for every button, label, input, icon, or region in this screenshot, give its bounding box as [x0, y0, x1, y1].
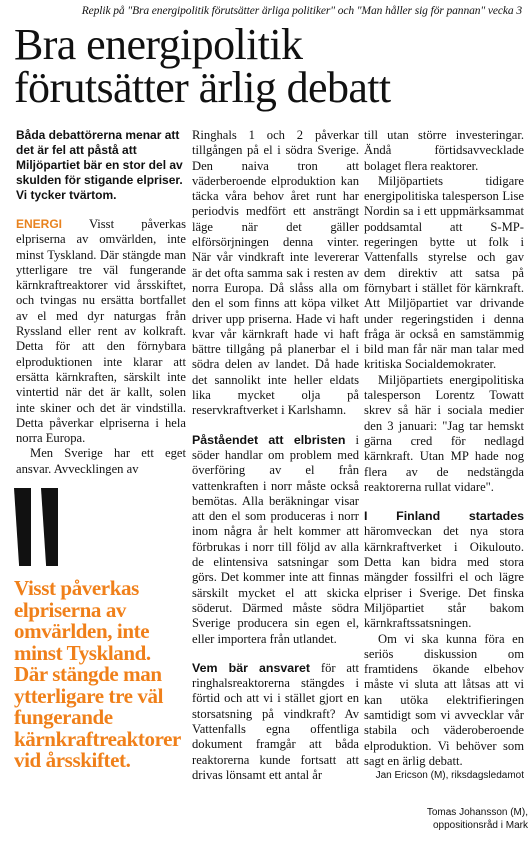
- body-text: för att ringhalsreaktorerna stängdes i förtid och att vi i stället gjort en storsatsning på vindkraft? Av Vattenfalls egna offentliga dokument framgår att båda reaktorerna kunde fortsatt att drivas lönsamt ett antal år: [192, 660, 359, 782]
- article-column-1: [16, 128, 186, 477]
- quote-marks-icon: [14, 488, 186, 578]
- article-column-3: [364, 128, 524, 783]
- column-3-paragraph-4: [364, 509, 524, 631]
- article-headline: [14, 20, 524, 112]
- subheading: Vem bär ansvaret: [192, 660, 311, 675]
- column-3-paragraph-5: Om vi ska kunna föra en seriös diskussion om framtidens ökande elbehov måste vi sluta att låtsas att vi kan utöka elektrifieringen samtidigt som vi avvecklar vår stabila och väderoberoende elproduktion. Vi behöver som sagt en ärlig debatt.: [364, 631, 524, 768]
- article-kicker: Replik på "Bra energipolitik förutsätter ärliga politiker" och "Man håller sig för pannan" vecka 3: [81, 5, 522, 17]
- column-2-paragraph-3: [192, 661, 359, 783]
- column-1-paragraph-2: Men Sverige har ett eget ansvar. Avvecklingen av: [16, 446, 186, 476]
- section-tag: ENERGI: [16, 217, 63, 231]
- subheading: I Finland startades: [364, 509, 524, 524]
- column-1-paragraph-1: [16, 217, 186, 446]
- article-column-2: [192, 128, 359, 783]
- signature-2-title: oppositionsråd i Mark: [432, 820, 528, 831]
- signature-2: [364, 806, 528, 832]
- headline-line-2: förutsätter ärlig debatt: [14, 63, 391, 112]
- column-3-paragraph-2: Miljöpartiets tidigare energipolitiska talesperson Lise Nordin sa i ett uppmärksammat poddsamtal att S-MP-regeringen bytte ut folk i Vattenfalls styrelse och gav dem direktiv att satsa på förnybart i stället för kärnkraft. Att Miljöpartiet var drivande under regeringstiden i denna fråga är också en samstämmig bild man får när man talar med kritiska Socialdemokrater.: [364, 173, 524, 372]
- subheading: Påståendet att elbristen: [192, 432, 346, 447]
- column-3-paragraph-3: Miljöpartiets energipolitiska talesperson Lorentz Towatt skrev så här i sociala medier den 3 januari: "Jag tar hemskt gärna cred för nedlagd kärnkraft. Utan MP hade nog flera av de nedstängda reaktorerna rullat vidare".: [364, 372, 524, 494]
- body-text: häromveckan det nya stora kärnkraftverket i Oikulouto. Detta kan bidra med stora mängder fossilfri el och lägre elpriser i Sverige. Det finska Miljöpartiet står bakom kärnkraftssatsningen.: [364, 524, 524, 631]
- column-2-paragraph-1: Ringhals 1 och 2 påverkar tillgången på el i södra Sverige. Den naiva tron att väderberoende elproduktion kan täcka våra behov året runt har periodvis medfört ett ansträngt läge när det gäller elförsörjningen denna vinter. När vår vindkraft inte levererar är det ofta samma sak i resten av norra Europa. Då slåss alla om den el som finns att köpa vilket driver upp priserna. Hade vi haft kvar vår kärnkraft hade vi haft bättre tillgång på planerbar el i södra delen av landet. Då hade det sannolikt inte heller eldats lika mycket olja på reservkraftverket i Karlshamn.: [192, 128, 359, 418]
- body-text: Visst påverkas elpriserna av omvärlden, inte minst Tyskland. Där stängde man ytterligare tre väl fungerande kärnkraftreaktorer vid årsskiftet, och tvingas nu ersätta bortfallet av el med dyr naturgas från Ryssland eller rent av kolkraft. Detta för att den förnybara elproduktionen inte klarar att ersätta kärnkraften, särskilt inte vintertid när det är kallt, solen inte skiner och det är vindstilla. Detta påverkar elpriserna i hela norra Europa.: [16, 217, 186, 446]
- article-ingress: Båda debattörerna menar att det är fel att påstå att Miljöpartiet bär en stor del av skulden för stigande elpriser. Vi tycker tvärtom.: [16, 128, 183, 202]
- headline-line-1: Bra energipolitik: [14, 20, 303, 69]
- pull-quote: [14, 488, 186, 772]
- signature-1: Jan Ericson (M), riksdagsledamot: [375, 770, 524, 782]
- pull-quote-text: Visst påverkas elpriserna av omvärlden, inte minst Tyskland. Där stängde man ytterligare tre väl fungerande kärnkraftreaktorer vid årsskiftet.: [14, 576, 181, 772]
- body-text: i söder handlar om problem med överföring av el från vattenkraften i norr måste också bemötas. Alla beräkningar visar att den el som produceras i norr inom några år helt kommer att förbrukas i norr till följd av alla de elintensiva satsningar som görs. Det kommer inte att finnas särskilt mycket el att skicka söderut. Därmed måste södra Sverige producera sin egen el, eller importera från utlandet.: [192, 432, 359, 646]
- signature-2-name: Tomas Johansson (M),: [426, 807, 528, 818]
- column-2-paragraph-2: [192, 433, 359, 647]
- column-3-paragraph-1: till utan större investeringar. Ändå förtidsavvecklade bolaget flera reaktorer.: [364, 128, 524, 173]
